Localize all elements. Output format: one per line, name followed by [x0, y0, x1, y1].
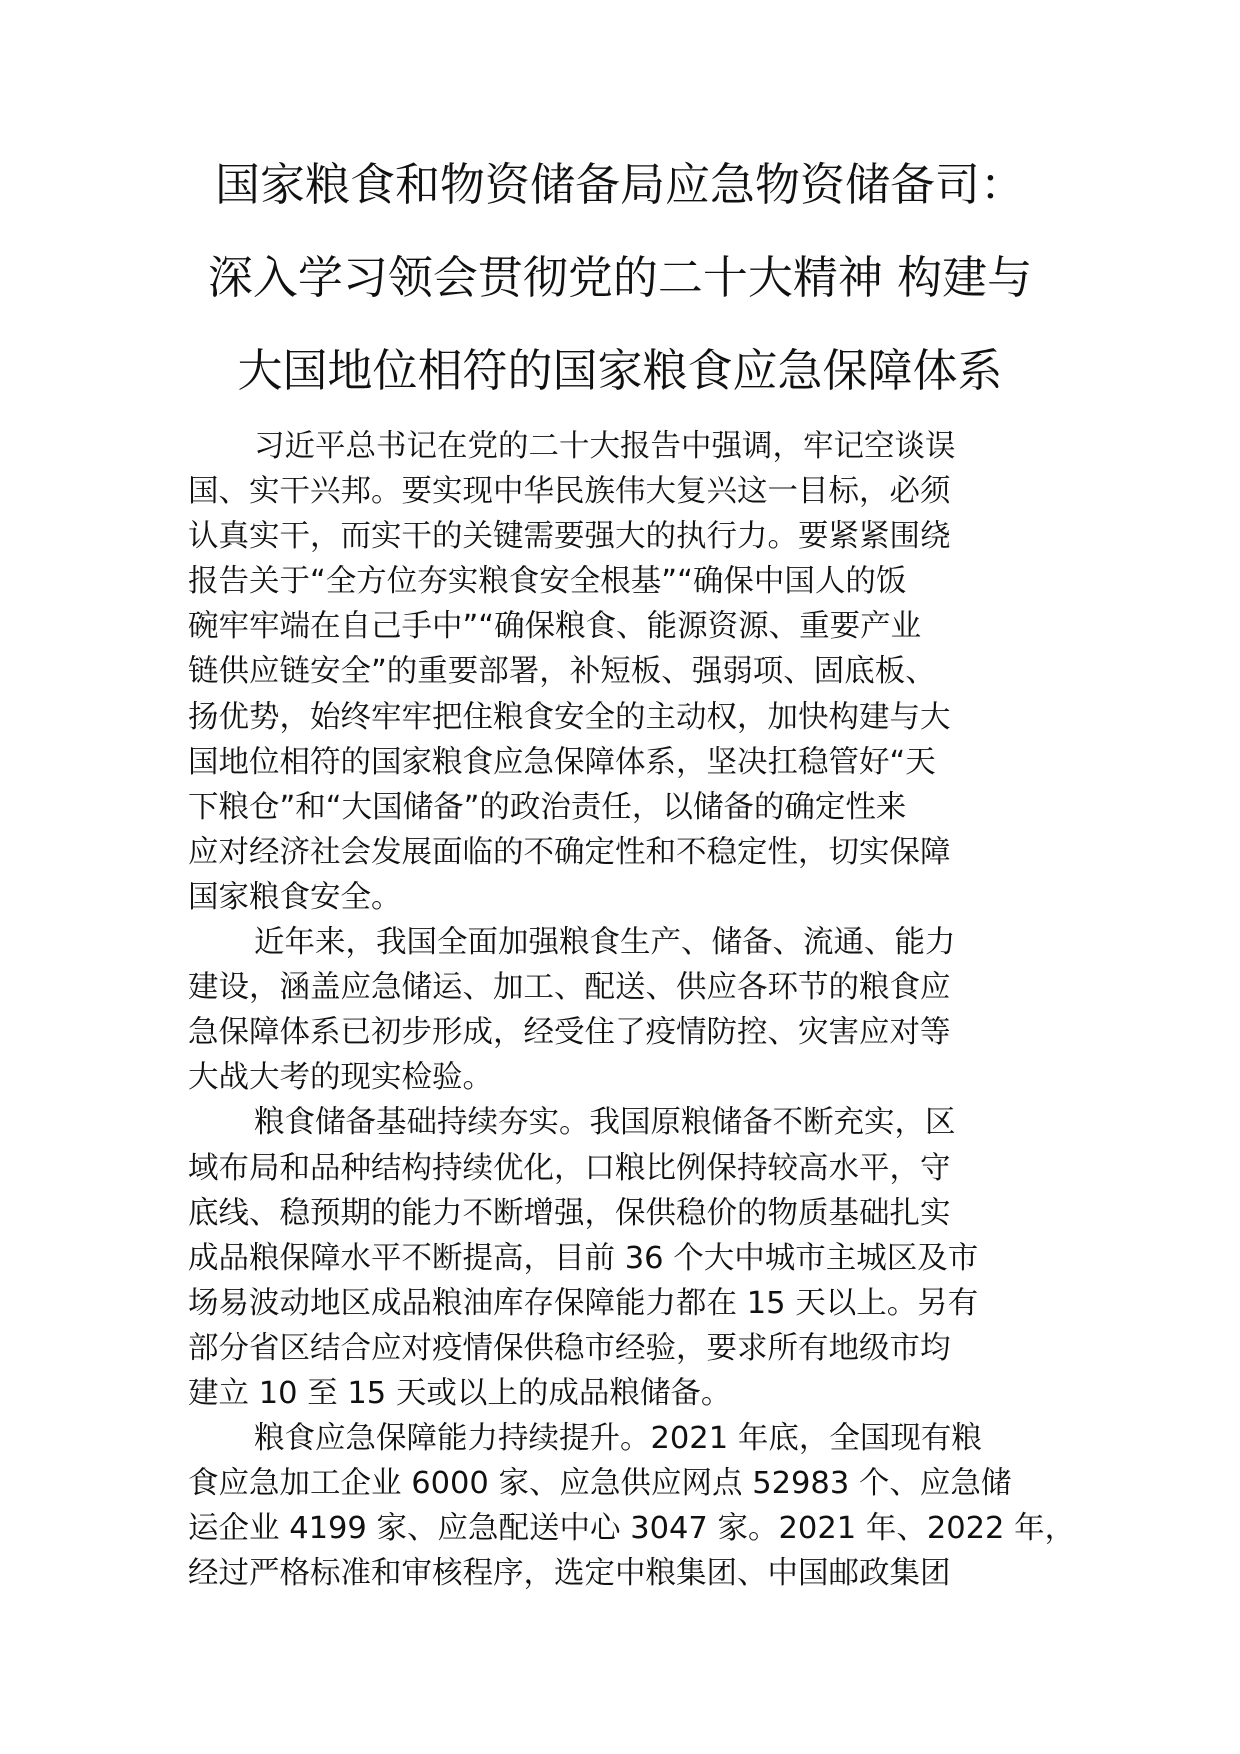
body-line: 场易波动地区成品粮油库存保障能力都在 15 天以上。另有 — [188, 1285, 979, 1321]
body-line: 粮食应急保障能力持续提升。2021 年底，全国现有粮 — [254, 1421, 982, 1457]
body-line: 急保障体系已初步形成，经受住了疫情防控、灾害应对等 — [188, 1015, 951, 1051]
body-line: 部分省区结合应对疫情保供稳市经验，要求所有地级市均 — [188, 1330, 951, 1366]
body-line: 域布局和品种结构持续优化，口粮比例保持较高水平，守 — [188, 1150, 951, 1186]
body-line: 下粮仓”和“大国储备”的政治责任，以储备的确定性来 — [188, 789, 907, 825]
body-line: 粮食储备基础持续夯实。我国原粮储备不断充实，区 — [254, 1105, 956, 1141]
body-line: 习近平总书记在党的二十大报告中强调，牢记空谈误 — [254, 429, 956, 464]
body-line: 运企业 4199 家、应急配送中心 3047 家。2021 年、2022 年， — [188, 1511, 1076, 1547]
body-line: 国地位相符的国家粮食应急保障体系，坚决扛稳管好“天 — [188, 744, 936, 780]
body-line: 国、实干兴邦。要实现中华民族伟大复兴这一目标，必须 — [188, 474, 951, 510]
body-line: 成品粮保障水平不断提高，目前 36 个大中城市主城区及市 — [188, 1240, 979, 1276]
body-line: 大战大考的现实检验。 — [188, 1060, 493, 1096]
title-line-2: 深入学习领会贯彻党的二十大精神 构建与 — [207, 251, 1033, 304]
body-line: 建设，涵盖应急储运、加工、配送、供应各环节的粮食应 — [188, 970, 951, 1006]
title-line-3: 大国地位相符的国家粮食应急保障体系 — [237, 344, 1003, 397]
body-line: 应对经济社会发展面临的不确定性和不稳定性，切实保障 — [188, 834, 951, 870]
body-line: 认真实干，而实干的关键需要强大的执行力。要紧紧围绕 — [188, 519, 951, 555]
body-line: 链供应链安全”的重要部署，补短板、强弱项、固底板、 — [188, 654, 936, 690]
body-line: 建立 10 至 15 天或以上的成品粮储备。 — [188, 1375, 732, 1411]
document-title — [160, 158, 1080, 441]
body-line: 报告关于“全方位夯实粮食安全根基”“确保中国人的饭 — [188, 564, 907, 600]
document-body — [188, 429, 1076, 1604]
body-line: 碗牢牢端在自己手中”“确保粮食、能源资源、重要产业 — [188, 609, 922, 645]
body-line: 国家粮食安全。 — [188, 879, 402, 915]
body-line: 近年来，我国全面加强粮食生产、储备、流通、能力 — [254, 925, 956, 961]
body-line: 底线、稳预期的能力不断增强，保供稳价的物质基础扎实 — [188, 1195, 951, 1231]
title-line-1: 国家粮食和物资储备局应急物资储备司： — [214, 158, 1025, 211]
body-line: 经过严格标准和审核程序，选定中粮集团、中国邮政集团 — [188, 1556, 951, 1592]
body-line: 扬优势，始终牢牢把住粮食安全的主动权，加快构建与大 — [188, 699, 951, 735]
body-line: 食应急加工企业 6000 家、应急供应网点 52983 个、应急储 — [188, 1466, 1012, 1502]
